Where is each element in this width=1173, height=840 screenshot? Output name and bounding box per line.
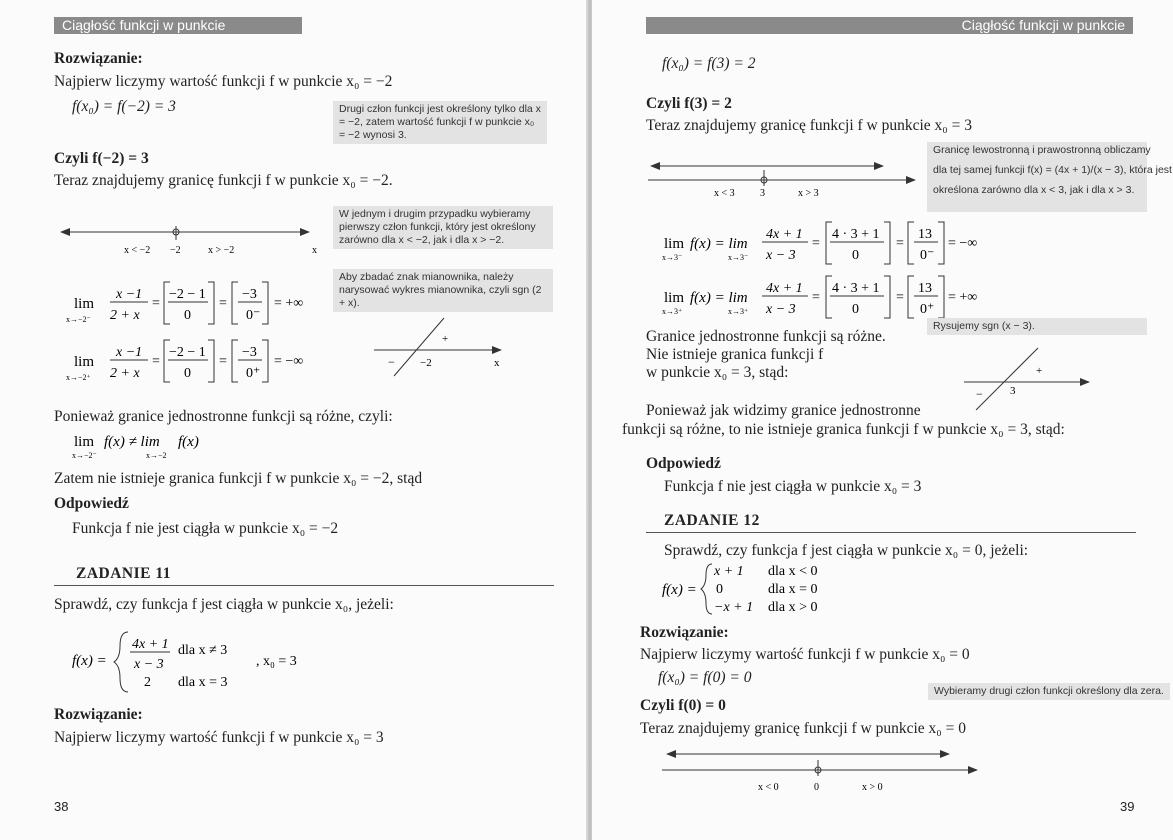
piecewise-function xyxy=(660,560,920,618)
svg-text:x→−2⁻: x→−2⁻ xyxy=(66,315,91,324)
svg-text:0⁻: 0⁻ xyxy=(246,308,261,323)
text-line: w punkcie x₀ = 3, stąd: xyxy=(646,364,789,381)
svg-text:=: = xyxy=(896,236,904,251)
nl-label: x xyxy=(312,245,317,256)
svg-text:2: 2 xyxy=(144,675,151,690)
text-line: funkcji są różne, to nie istnieje granica funkcji f w punkcie x₀ = 3, stąd: xyxy=(622,421,1065,438)
number-line xyxy=(56,218,326,258)
solution-heading: Rozwiązanie: xyxy=(640,624,729,641)
czyli-line: Czyli f(3) = 2 xyxy=(646,95,732,112)
section-header: Ciągłość funkcji w punkcie xyxy=(54,17,302,34)
answer-text: Funkcja f nie jest ciągła w punkcie x₀ = 3 xyxy=(664,478,922,495)
side-note: Drugi człon funkcji jest określony tylko dla x = −2, zatem wartość funkcji f w punkcie x₀ = −2 wynosi 3. xyxy=(333,101,547,144)
svg-text:dla x = 3: dla x = 3 xyxy=(178,675,228,690)
svg-text:dla x = 0: dla x = 0 xyxy=(768,582,818,597)
svg-text:=: = xyxy=(219,296,227,311)
czyli-line: Czyli f(−2) = 3 xyxy=(54,150,149,167)
nl-label: x < −2 xyxy=(124,245,151,256)
limit-expression xyxy=(66,278,336,328)
svg-text:f(x) =: f(x) = xyxy=(662,582,697,598)
svg-text:dla x < 0: dla x < 0 xyxy=(768,564,818,579)
svg-text:0: 0 xyxy=(814,782,819,793)
nl-label: −2 xyxy=(170,245,181,256)
divider xyxy=(54,585,554,586)
svg-text:x > 3: x > 3 xyxy=(798,188,819,198)
svg-text:f(x) =: f(x) = xyxy=(72,653,107,669)
svg-text:, x₀ = 3: , x₀ = 3 xyxy=(256,654,297,669)
svg-text:4x + 1: 4x + 1 xyxy=(766,227,803,242)
svg-text:lim: lim xyxy=(664,236,685,252)
text-line: Najpierw liczymy wartość funkcji f w punkcie x₀ = 0 xyxy=(640,646,970,663)
svg-text:=: = xyxy=(152,354,160,369)
svg-text:x < 0: x < 0 xyxy=(758,782,779,793)
svg-text:4 · 3 + 1: 4 · 3 + 1 xyxy=(832,281,880,296)
svg-text:f(x) ≠ lim: f(x) ≠ lim xyxy=(104,434,160,450)
svg-text:= −∞: = −∞ xyxy=(274,354,304,369)
svg-text:x −1: x −1 xyxy=(116,287,143,302)
answer-heading: Odpowiedź xyxy=(54,495,129,512)
svg-text:3: 3 xyxy=(760,188,765,198)
page-number: 38 xyxy=(54,799,69,814)
side-note: W jednym i drugim przypadku wybieramy pierwszy człon funkcji, który jest określony zarówno dla x < −2, jak i dla x > −2. xyxy=(333,206,553,249)
svg-text:0: 0 xyxy=(716,582,723,597)
number-line xyxy=(662,746,982,794)
svg-text:x→−2⁻: x→−2⁻ xyxy=(72,451,97,460)
svg-text:lim: lim xyxy=(74,434,95,450)
svg-text:f(x) = lim: f(x) = lim xyxy=(690,236,748,252)
text-line: Najpierw liczymy wartość funkcji f w punkcie x₀ = 3 xyxy=(54,729,384,746)
svg-text:4 · 3 + 1: 4 · 3 + 1 xyxy=(832,227,880,242)
section-header: Ciągłość funkcji w punkcie xyxy=(646,17,1133,34)
svg-text:−2 − 1: −2 − 1 xyxy=(169,345,206,360)
svg-text:2 + x: 2 + x xyxy=(110,366,140,381)
side-note: Wybieramy drugi człon funkcji określony dla zera. xyxy=(928,683,1170,700)
limit-expression xyxy=(662,218,1002,268)
svg-text:+: + xyxy=(1036,365,1043,377)
svg-text:x→3⁻: x→3⁻ xyxy=(728,253,749,262)
exercise-title: ZADANIE 11 xyxy=(76,565,172,582)
neq-expression xyxy=(72,428,272,460)
svg-text:0⁺: 0⁺ xyxy=(246,366,261,381)
czyli-line: Czyli f(0) = 0 xyxy=(640,697,726,714)
limit-expression xyxy=(662,272,1002,322)
svg-text:=: = xyxy=(812,290,820,305)
text-line: Najpierw liczymy wartość funkcji f w punkcie x₀ = −2 xyxy=(54,73,393,90)
number-line xyxy=(648,158,918,198)
svg-text:0: 0 xyxy=(184,308,191,323)
divider xyxy=(646,532,1136,533)
svg-text:2 + x: 2 + x xyxy=(110,308,140,323)
piecewise-function xyxy=(70,628,370,698)
svg-text:x→3⁺: x→3⁺ xyxy=(728,307,749,316)
svg-text:=: = xyxy=(152,296,160,311)
svg-text:x: x xyxy=(494,357,500,369)
svg-text:= +∞: = +∞ xyxy=(948,290,978,305)
svg-text:f(x): f(x) xyxy=(178,434,199,450)
page-number: 39 xyxy=(1120,799,1135,814)
svg-text:x < 3: x < 3 xyxy=(714,188,735,198)
svg-text:−x + 1: −x + 1 xyxy=(714,600,754,615)
svg-text:x + 1: x + 1 xyxy=(714,564,744,579)
answer-heading: Odpowiedź xyxy=(646,455,721,472)
svg-text:x→−2⁺: x→−2⁺ xyxy=(66,373,91,382)
right-page xyxy=(592,0,1173,840)
svg-text:3: 3 xyxy=(1010,385,1016,397)
equation: f(x₀) = f(3) = 2 xyxy=(662,55,756,72)
svg-text:x − 3: x − 3 xyxy=(766,248,796,263)
text-line: Nie istnieje granica funkcji f xyxy=(646,346,824,363)
svg-text:13: 13 xyxy=(918,281,932,296)
solution-heading: Rozwiązanie: xyxy=(54,706,143,723)
equation: f(x₀) = f(0) = 0 xyxy=(658,669,752,686)
equation: f(x₀) = f(−2) = 3 xyxy=(72,98,176,115)
svg-text:dla x > 0: dla x > 0 xyxy=(768,600,818,615)
side-note: Granicę lewostronną i prawostronną obliczamy dla tej samej funkcji f(x) = (4x + 1)/(x − 3), która jest określona zarówno dla x < 3, jak i dla x > 3. xyxy=(927,142,1147,212)
text-line: Ponieważ granice jednostronne funkcji są różne, czyli: xyxy=(54,408,393,425)
solution-heading: Rozwiązanie: xyxy=(54,50,143,67)
side-note: Aby zbadać znak mianownika, należy narysować wykres mianownika, czyli sgn (2 + x). xyxy=(333,269,553,312)
text-line: Sprawdź, czy funkcja f jest ciągła w punkcie x₀ = 0, jeżeli: xyxy=(664,542,1029,559)
svg-text:0: 0 xyxy=(852,302,859,317)
text-line: Zatem nie istnieje granica funkcji f w punkcie x₀ = −2, stąd xyxy=(54,470,423,487)
text-line: Ponieważ jak widzimy granice jednostronne xyxy=(646,402,921,419)
svg-text:−2: −2 xyxy=(420,357,432,369)
svg-text:f(x) = lim: f(x) = lim xyxy=(690,290,748,306)
sgn-graph xyxy=(962,344,1102,414)
svg-text:4x + 1: 4x + 1 xyxy=(766,281,803,296)
answer-text: Funkcja f nie jest ciągła w punkcie x₀ = −2 xyxy=(72,520,339,537)
svg-text:=: = xyxy=(219,354,227,369)
svg-text:0: 0 xyxy=(852,248,859,263)
svg-text:0⁻: 0⁻ xyxy=(920,248,935,263)
svg-text:0: 0 xyxy=(184,366,191,381)
svg-text:13: 13 xyxy=(918,227,932,242)
svg-text:dla x ≠ 3: dla x ≠ 3 xyxy=(178,643,228,658)
svg-text:x→3⁻: x→3⁻ xyxy=(662,253,683,262)
svg-text:= +∞: = +∞ xyxy=(274,296,304,311)
svg-text:−3: −3 xyxy=(242,287,257,302)
exercise-title: ZADANIE 12 xyxy=(664,512,760,529)
svg-text:0⁺: 0⁺ xyxy=(920,302,935,317)
nl-label: x > −2 xyxy=(208,245,235,256)
side-note: Rysujemy sgn (x − 3). xyxy=(927,318,1147,335)
svg-text:lim: lim xyxy=(74,354,95,370)
text-line: Granice jednostronne funkcji są różne. xyxy=(646,328,886,345)
svg-text:=: = xyxy=(812,236,820,251)
svg-text:=: = xyxy=(896,290,904,305)
svg-text:x > 0: x > 0 xyxy=(862,782,883,793)
limit-expression xyxy=(66,336,336,386)
text-line: Sprawdź, czy funkcja f jest ciągła w punkcie x₀, jeżeli: xyxy=(54,596,394,613)
text-line: Teraz znajdujemy granicę funkcji f w punkcie x₀ = 0 xyxy=(640,720,966,737)
svg-text:x→3⁺: x→3⁺ xyxy=(662,307,683,316)
svg-text:= −∞: = −∞ xyxy=(948,236,978,251)
svg-text:x − 3: x − 3 xyxy=(134,657,164,672)
svg-text:+: + xyxy=(442,333,449,345)
svg-text:lim: lim xyxy=(74,296,95,312)
svg-text:−: − xyxy=(388,355,395,369)
svg-text:x − 3: x − 3 xyxy=(766,302,796,317)
text-line: Teraz znajdujemy granicę funkcji f w punkcie x₀ = 3 xyxy=(646,117,972,134)
svg-text:x→−2: x→−2 xyxy=(146,451,167,460)
sgn-graph xyxy=(370,310,510,380)
svg-text:x −1: x −1 xyxy=(116,345,143,360)
svg-text:−: − xyxy=(976,387,983,401)
svg-text:lim: lim xyxy=(664,290,685,306)
svg-text:4x + 1: 4x + 1 xyxy=(132,637,169,652)
svg-text:−2 − 1: −2 − 1 xyxy=(169,287,206,302)
svg-text:−3: −3 xyxy=(242,345,257,360)
text-line: Teraz znajdujemy granicę funkcji f w punkcie x₀ = −2. xyxy=(54,172,393,189)
